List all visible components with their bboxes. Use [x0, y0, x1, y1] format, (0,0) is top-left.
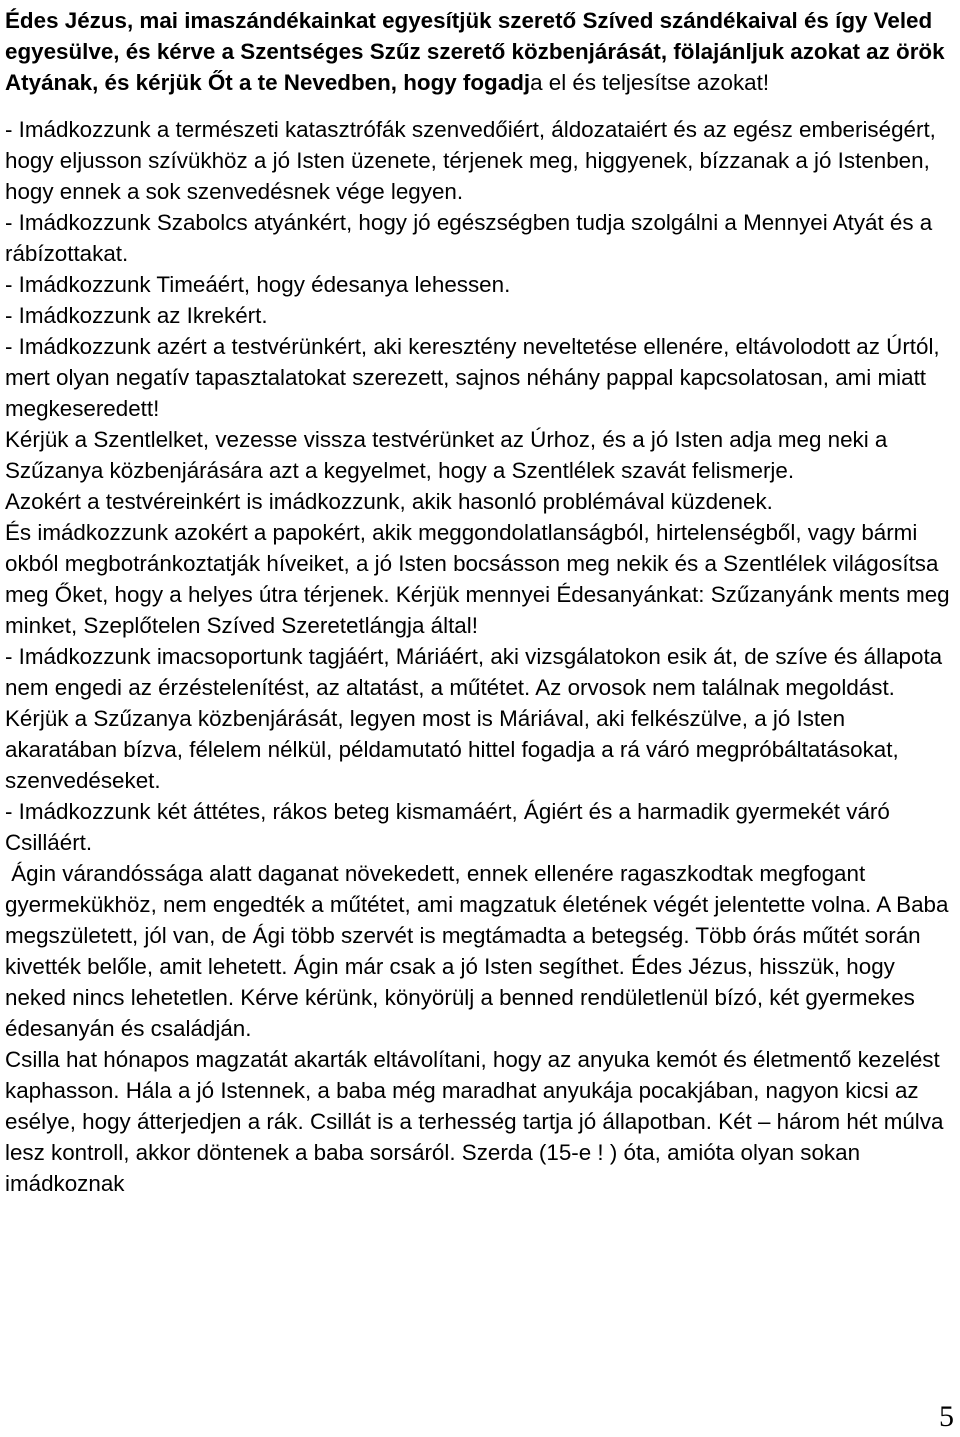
- intention-similar-struggles: Azokért a testvéreinkért is imádkozzunk, akik hasonló problémával küzdenek.: [5, 489, 773, 514]
- intention-estranged-sibling: - Imádkozzunk azért a testvérünkért, aki keresztény neveltetése ellenére, eltávolodott az Úrtól, mert olyan negatív tapasztalatokat szerezett, sajnos néhány pappal kapcsolatosan, ami miatt megkeseredett!: [5, 334, 940, 421]
- intention-two-mothers: - Imádkozzunk két áttétes, rákos beteg kismamáért, Ágiért és a harmadik gyermekét váró Csilláért.: [5, 799, 890, 855]
- page-number: 5: [939, 1400, 954, 1433]
- intention-priests: És imádkozzunk azokért a papokért, akik meggondolatlanságból, hirtelenségből, vagy bármi okból megbotránkoztatják híveiket, a jó Isten bocsásson meg nekik és a Szentlélek világosítsa meg Őket, hogy a helyes útra térjenek. Kérjük mennyei Édesanyánkat: Szűzanyánk ments meg minket, Szeplőtelen Szíved Szeretetlángja által!: [5, 520, 950, 638]
- intention-agi: Ágin várandóssága alatt daganat növekedett, ennek ellenére ragaszkodtak megfogant gyermekükhöz, nem engedték a műtétet, ami magzatuk életének végét jelentette volna. A Baba megszületett, jól van, de Ági több szervét is megtámadta a betegség. Több órás műtét során kivették belőle, amit lehetett. Ágin már csak a jó Isten segíthet. Édes Jézus, hisszük, hogy neked nincs lehetetlen. Kérve kérünk, könyörülj a benned rendületlenül bízó, két gyermekes édesanyán és családján.: [5, 861, 955, 1041]
- document-page: [5, 5, 955, 1199]
- intention-father-szabolcs: - Imádkozzunk Szabolcs atyánkért, hogy jó egészségben tudja szolgálni a Mennyei Atyát és a rábízottakat.: [5, 210, 933, 266]
- intention-csilla: Csilla hat hónapos magzatát akarták eltávolítani, hogy az anyuka kemót és életmentő kezelést kaphasson. Hála a jó Istennek, a baba még maradhat anyukája pocakjában, nagyon kicsi az esélye, hogy átterjedjen a rák. Csillát is a terhesség tartja jó állapotban. Két – három hét múlva lesz kontroll, akkor döntenek a baba sorsáról. Szerda (15-e ! ) óta, amióta olyan sokan imádkoznak: [5, 1047, 944, 1196]
- intention-twins: - Imádkozzunk az Ikrekért.: [5, 303, 268, 328]
- intention-maria: - Imádkozzunk imacsoportunk tagjáért, Máriáért, aki vizsgálatokon esik át, de szíve és állapota nem engedi az érzéstelenítést, az altatást, a műtétet. Az orvosok nem találnak megoldást. Kérjük a Szűzanya közbenjárását, legyen most is Máriával, aki felkészülve, a jó Isten akaratában bízva, félelem nélkül, példamutató hittel fogadja a rá váró megpróbáltatásokat, szenvedéseket.: [5, 644, 943, 793]
- intro-prayer-bold: Édes Jézus, mai imaszándékainkat egyesítjük szerető Szíved szándékaival és így Veled egyesülve, és kérve a Szentséges Szűz szerető közbenjárását, fölajánljuk azokat az örök Atyának, és kérjük Őt a te Nevedben, hogy fogadj: [5, 8, 945, 95]
- intro-prayer-normal: a el és teljesítse azokat!: [530, 70, 770, 95]
- intention-natural-disasters: - Imádkozzunk a természeti katasztrófák szenvedőiért, áldozataiért és az egész emberiségért, hogy eljusson szívükhöz a jó Isten üzenete, térjenek meg, higgyenek, bízzanak a jó Istenben, hogy ennek a sok szenvedésnek vége legyen.: [5, 117, 936, 204]
- intention-timea: - Imádkozzunk Timeáért, hogy édesanya lehessen.: [5, 272, 511, 297]
- intention-holy-spirit-guidance: Kérjük a Szentlelket, vezesse vissza testvérünket az Úrhoz, és a jó Isten adja meg neki a Szűzanya közbenjárására azt a kegyelmet, hogy a Szentlélek szavát felismerje.: [5, 427, 888, 483]
- intro-prayer: [5, 5, 955, 98]
